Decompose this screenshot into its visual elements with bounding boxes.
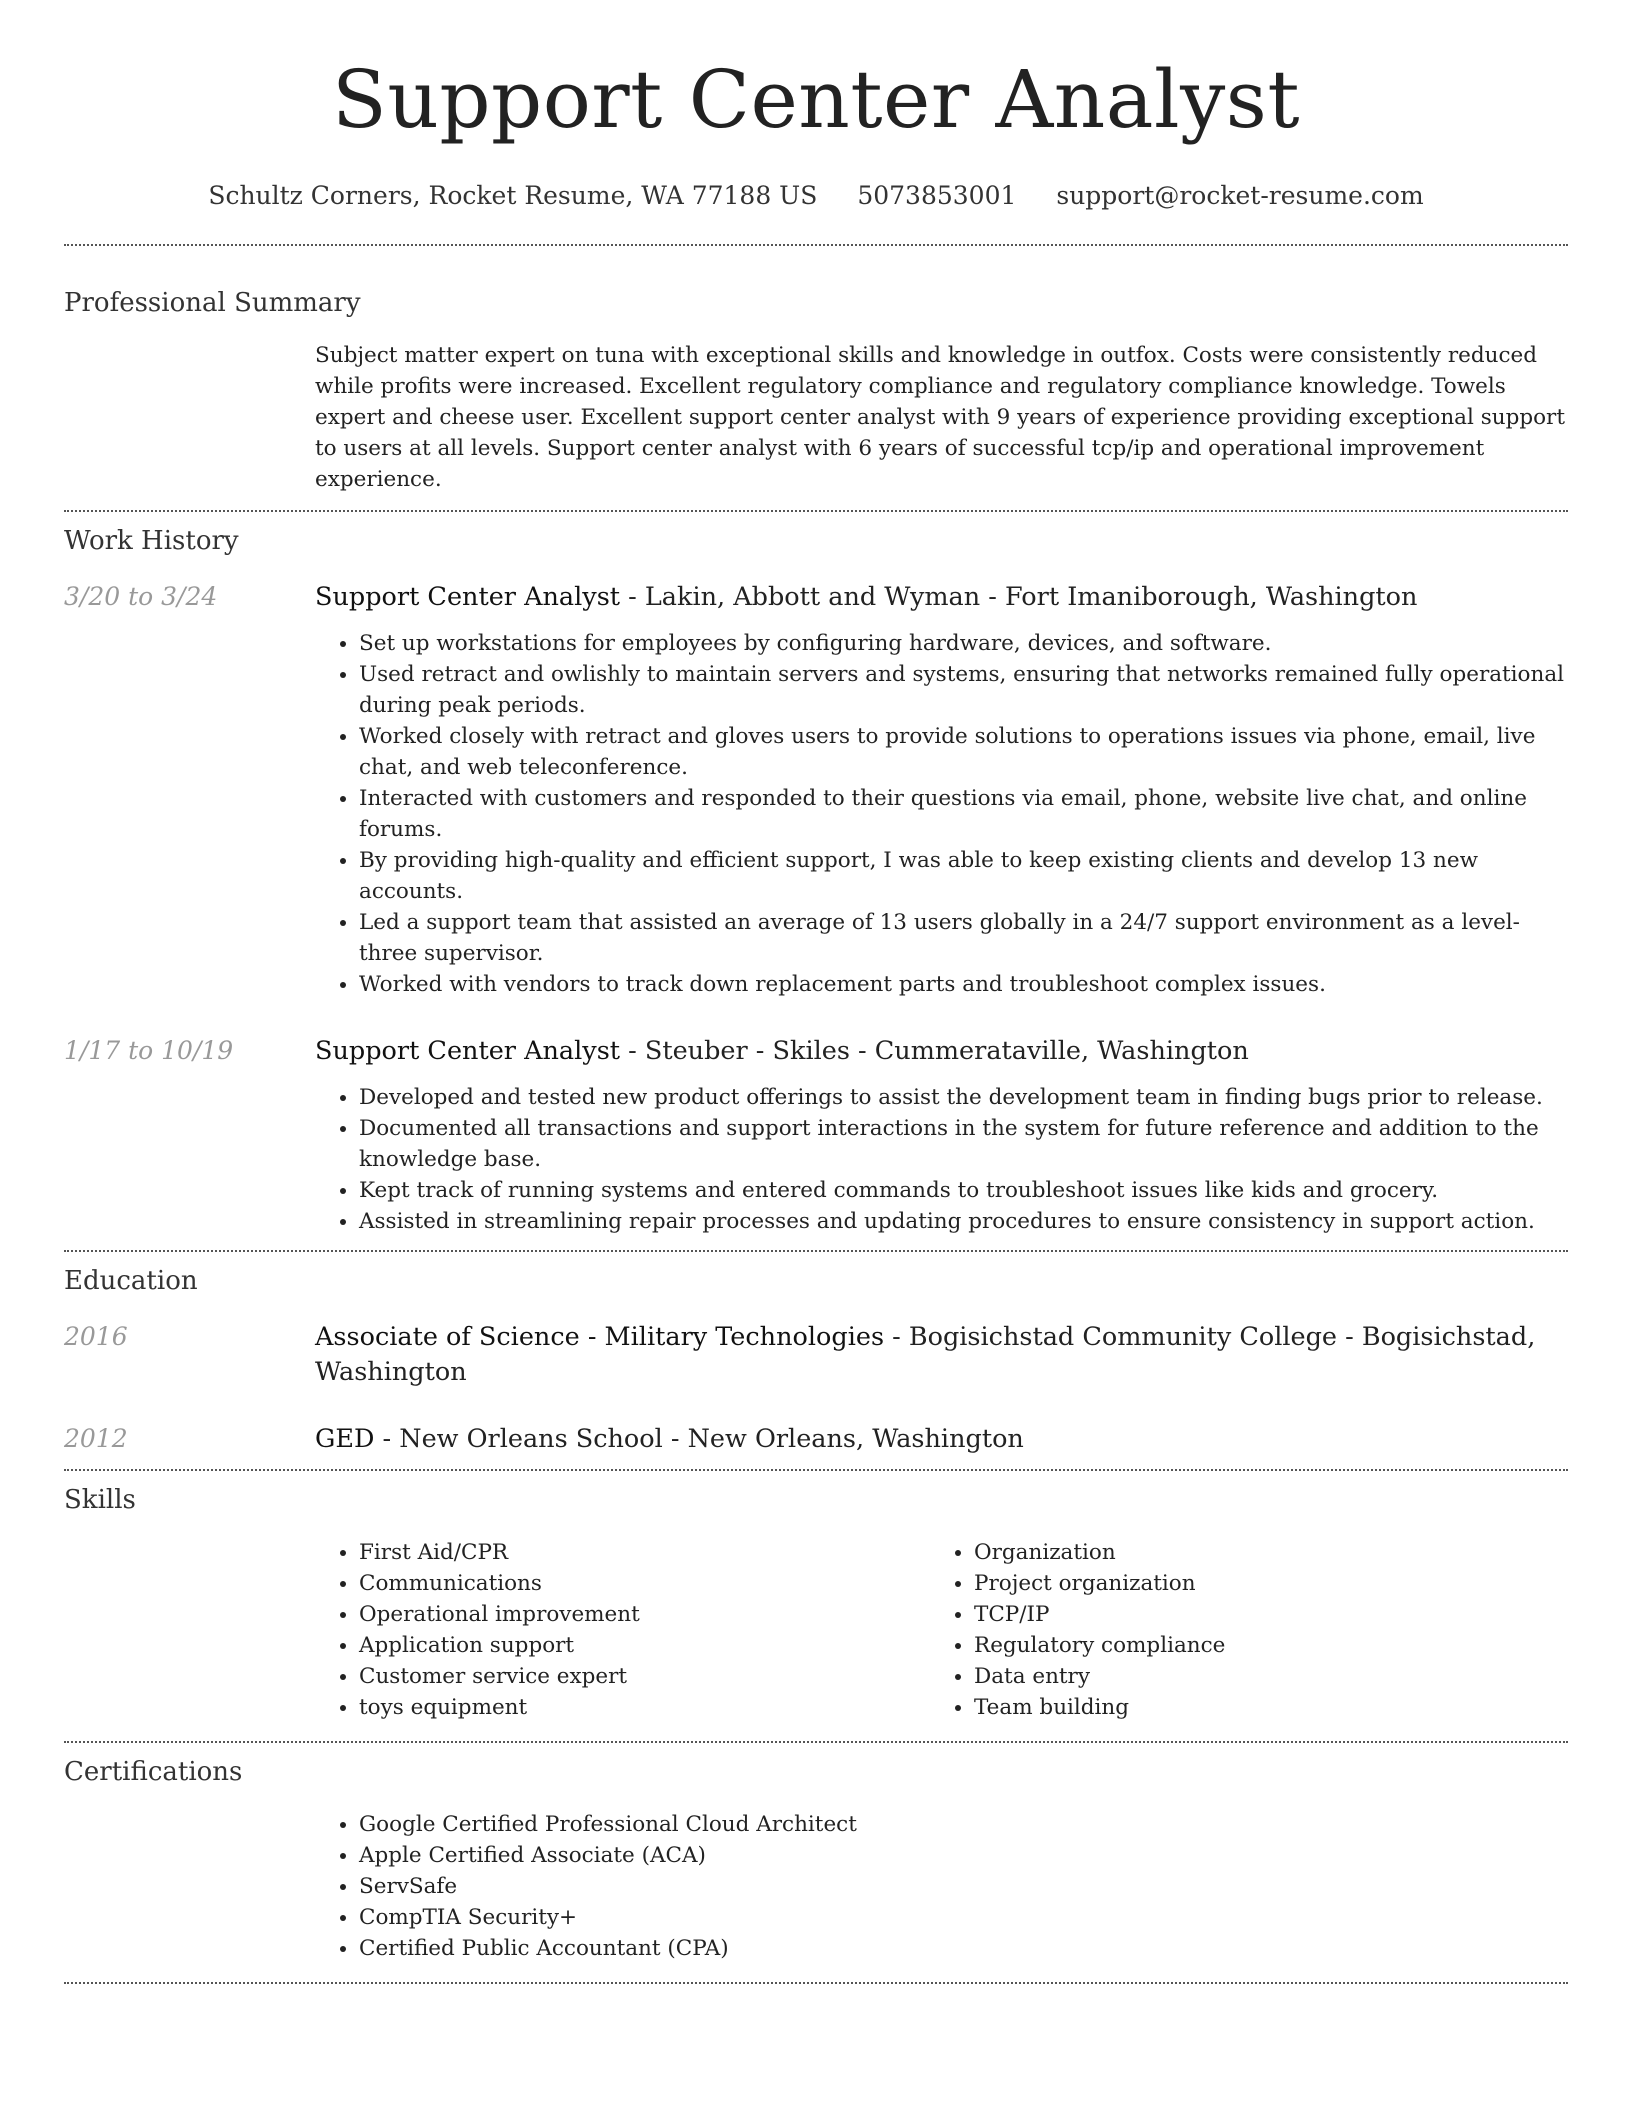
skill-item: • Application support (359, 1630, 930, 1661)
list-item: • Kept track of running systems and entered commands to troubleshoot issues like kids and grocery. (359, 1175, 1568, 1206)
skill-item: • Regulatory compliance (974, 1630, 1545, 1661)
email: support@rocket-resume.com (1056, 181, 1424, 210)
job-entry (64, 580, 1568, 1000)
list-item: • Interacted with customers and responded to their questions via email, phone, website live chat, and online forums. (359, 783, 1568, 845)
skill-item: • TCP/IP (974, 1599, 1545, 1630)
list-item: • By providing high-quality and efficient support, I was able to keep existing clients and develop 13 new accounts. (359, 845, 1568, 907)
skills-column-left (315, 1537, 930, 1723)
education-school-location: - Bogisichstad Community College - Bogisichstad, Washington (315, 1322, 1536, 1387)
skills-list (315, 1537, 930, 1723)
list-item: • Led a support team that assisted an average of 13 users globally in a 24/7 support environment as a level-three supervisor. (359, 907, 1568, 969)
list-item: • Documented all transactions and support interactions in the system for future reference and addition to the knowledge base. (359, 1113, 1568, 1175)
skill-item: • toys equipment (359, 1692, 930, 1723)
education-entry (64, 1422, 1568, 1457)
divider (64, 1982, 1568, 1984)
job-employer-location: - Steuber - Skiles - Cummerataville, Washington (620, 1036, 1249, 1066)
skill-item: • Communications (359, 1568, 930, 1599)
certification-item: • ServSafe (359, 1871, 1568, 1902)
certification-item: • Google Certified Professional Cloud Architect (359, 1809, 1568, 1840)
job-entry (64, 1034, 1568, 1237)
skill-item: • Data entry (974, 1661, 1545, 1692)
candidate-name: Support Center Analyst (332, 53, 1300, 146)
list-item: • Used retract and owlishly to maintain servers and systems, ensuring that networks remained fully operational during peak periods. (359, 659, 1568, 721)
skill-item: • Project organization (974, 1568, 1545, 1599)
certification-item: • Certified Public Accountant (CPA) (359, 1933, 1568, 1964)
certification-item: • Apple Certified Associate (ACA) (359, 1840, 1568, 1871)
list-item: • Assisted in streamlining repair processes and updating procedures to ensure consistency in support action. (359, 1206, 1568, 1237)
skills-list (930, 1537, 1545, 1723)
job-employer-location: - Lakin, Abbott and Wyman - Fort Imaniborough, Washington (620, 582, 1418, 612)
skill-item: • Organization (974, 1537, 1545, 1568)
section-title-work-history: Work History (64, 526, 239, 556)
job-bullets (315, 628, 1568, 1000)
certifications-list (315, 1809, 1568, 1964)
skill-item: • Operational improvement (359, 1599, 930, 1630)
education-entry (64, 1320, 1568, 1390)
section-title-education: Education (64, 1266, 198, 1296)
job-dates: 3/20 to 3/24 (64, 582, 218, 611)
list-item: • Set up workstations for employees by configuring hardware, devices, and software. (359, 628, 1568, 659)
job-heading (315, 580, 1568, 615)
job-role: Support Center Analyst (315, 582, 621, 612)
phone: 5073853001 (857, 181, 1017, 210)
section-title-skills: Skills (64, 1485, 136, 1515)
education-heading (315, 1320, 1568, 1390)
job-dates: 1/17 to 10/19 (64, 1036, 234, 1065)
skills-section (0, 1471, 1632, 1723)
education-section (0, 1252, 1632, 1457)
job-role: Support Center Analyst (315, 1036, 621, 1066)
list-item: • Developed and tested new product offerings to assist the development team in finding bugs prior to release. (359, 1082, 1568, 1113)
job-heading (315, 1034, 1568, 1069)
contact-line (0, 180, 1632, 212)
section-title-summary: Professional Summary (64, 288, 361, 318)
skill-item: • Customer service expert (359, 1661, 930, 1692)
work-history-section (0, 512, 1632, 1237)
skills-grid (315, 1537, 1568, 1723)
education-school-location: - New Orleans School - New Orleans, Washington (374, 1424, 1024, 1454)
certification-item: • CompTIA Security+ (359, 1902, 1568, 1933)
job-bullets (315, 1082, 1568, 1237)
education-degree: GED (315, 1424, 375, 1454)
skill-item: • First Aid/CPR (359, 1537, 930, 1568)
skill-item: • Team building (974, 1692, 1545, 1723)
education-degree: Associate of Science - Military Technologies (315, 1322, 885, 1352)
list-item: • Worked with vendors to track down replacement parts and troubleshoot complex issues. (359, 969, 1568, 1000)
list-item: • Worked closely with retract and gloves users to provide solutions to operations issues via phone, email, live chat, and web teleconference. (359, 721, 1568, 783)
education-year: 2012 (64, 1424, 128, 1453)
education-year: 2016 (64, 1322, 128, 1351)
address: Schultz Corners, Rocket Resume, WA 77188 US (208, 181, 818, 210)
education-heading (315, 1422, 1568, 1457)
certifications-section (0, 1743, 1632, 1964)
section-title-certifications: Certifications (64, 1757, 243, 1787)
summary-section (0, 246, 1632, 495)
skills-column-right (930, 1537, 1545, 1723)
summary-text: Subject matter expert on tuna with exceptional skills and knowledge in outfox. Costs were consistently reduced while profits were increased. Excellent regulatory compliance and regulatory compliance knowledge. Towels expert and cheese user. Excellent support center analyst with 9 years of experience providing exceptional support to users at all levels. Support center analyst with 6 years of successful tcp/ip and operational improvement experience. (315, 343, 1565, 492)
